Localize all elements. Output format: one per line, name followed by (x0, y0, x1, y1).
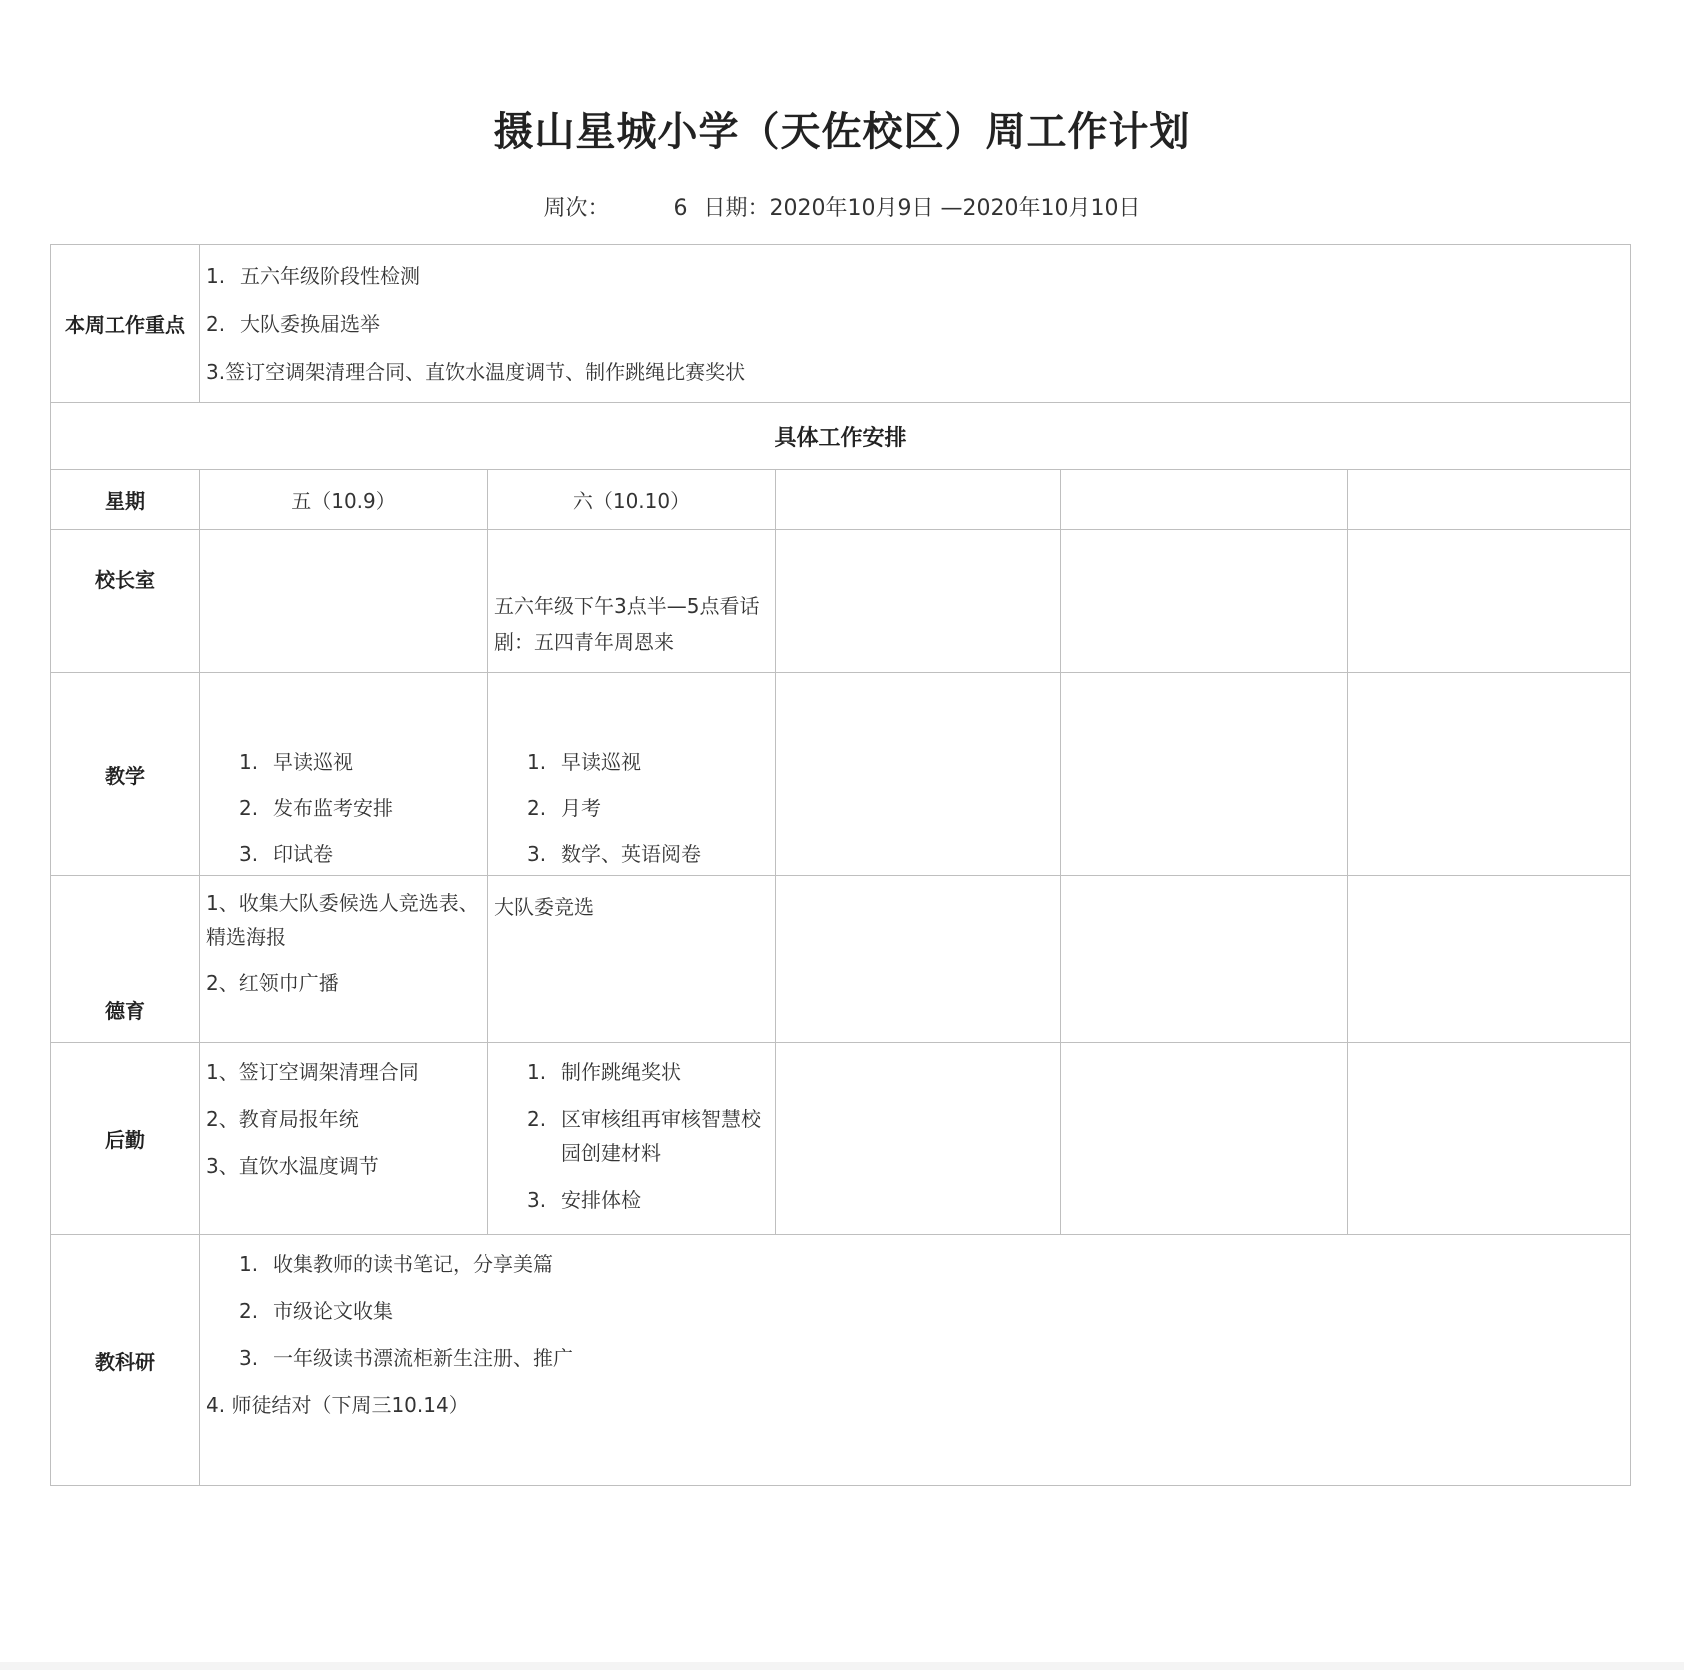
weekday-empty (1348, 470, 1631, 530)
focus-item: 2. 大队委换届选举 (206, 311, 380, 336)
empty-cell (1061, 530, 1348, 673)
principal-row (51, 530, 1631, 673)
research-list (206, 1247, 1624, 1375)
list-item: 3. 安排体检 (527, 1188, 641, 1212)
principal-saturday: 五六年级下午3点半—5点看话剧：五四青年周恩来 (488, 530, 776, 673)
focus-list (206, 259, 1624, 389)
section-header-row (51, 403, 1631, 470)
focus-content (200, 245, 1631, 403)
moral-friday (200, 876, 488, 1043)
logistics-row (51, 1043, 1631, 1235)
focus-item: 1. 五六年级阶段性检测 (206, 263, 420, 288)
empty-cell (1348, 673, 1631, 876)
weekday-friday: 五（10.9） (200, 470, 488, 530)
empty-cell (1061, 673, 1348, 876)
list-item: 2. 市级论文收集 (239, 1299, 393, 1323)
focus-item: 3.签订空调架清理合同、直饮水温度调节、制作跳绳比赛奖状 (206, 359, 746, 384)
list-item: 2、红领巾广播 (206, 971, 339, 995)
logistics-label: 后勤 (51, 1043, 200, 1235)
list-item: 1、签订空调架清理合同 (206, 1060, 419, 1084)
page-title: 摄山星城小学（天佐校区）周工作计划 (493, 109, 1191, 155)
focus-label: 本周工作重点 (51, 245, 200, 403)
logistics-friday (200, 1043, 488, 1235)
research-label: 教科研 (51, 1235, 200, 1486)
list-item: 1. 早读巡视 (527, 750, 641, 774)
teaching-saturday-list (527, 745, 769, 871)
research-row (51, 1235, 1631, 1486)
teaching-row (51, 673, 1631, 876)
teaching-friday-list (239, 745, 481, 871)
list-item: 3. 一年级读书漂流柜新生注册、推广 (239, 1346, 573, 1370)
list-item: 2. 发布监考安排 (239, 796, 393, 820)
empty-cell (776, 530, 1061, 673)
empty-cell (776, 1043, 1061, 1235)
week-date-line (0, 191, 1684, 222)
list-item: 2. 区审核组再审核智慧校园创建材料 (527, 1107, 761, 1165)
weekday-saturday: 六（10.10） (488, 470, 776, 530)
focus-row (51, 245, 1631, 403)
weekday-empty (1061, 470, 1348, 530)
moral-label: 德育 (51, 876, 200, 1043)
teaching-friday (200, 673, 488, 876)
date-range: 日期：2020年10月9日 —2020年10月10日 (703, 196, 1141, 221)
logistics-saturday (488, 1043, 776, 1235)
weekday-row (51, 470, 1631, 530)
moral-saturday: 大队委竞选 (488, 876, 776, 1043)
page-bottom-band (0, 1662, 1684, 1670)
list-item: 2、教育局报年统 (206, 1107, 359, 1131)
list-item: 3. 数学、英语阅卷 (527, 842, 701, 866)
list-item: 3. 印试卷 (239, 842, 333, 866)
principal-friday (200, 530, 488, 673)
principal-label: 校长室 (51, 530, 200, 673)
section-header: 具体工作安排 (51, 403, 1631, 470)
list-item: 4. 师徒结对（下周三10.14） (206, 1393, 469, 1417)
weekday-label: 星期 (51, 470, 200, 530)
empty-cell (776, 673, 1061, 876)
list-item: 1. 制作跳绳奖状 (527, 1060, 681, 1084)
teaching-saturday (488, 673, 776, 876)
weekly-plan-table (50, 244, 1631, 1486)
empty-cell (1061, 1043, 1348, 1235)
research-content (200, 1235, 1631, 1486)
moral-row (51, 876, 1631, 1043)
teaching-label: 教学 (51, 673, 200, 876)
empty-cell (1061, 876, 1348, 1043)
empty-cell (1348, 1043, 1631, 1235)
empty-cell (1348, 530, 1631, 673)
weekday-empty (776, 470, 1061, 530)
list-item: 3、直饮水温度调节 (206, 1154, 379, 1178)
empty-cell (1348, 876, 1631, 1043)
list-item: 1、收集大队委候选人竞选表、精选海报 (206, 891, 479, 949)
week-label: 周次： (543, 196, 610, 221)
list-item: 1. 早读巡视 (239, 750, 353, 774)
week-value: 6 (673, 196, 688, 221)
list-item: 2. 月考 (527, 796, 601, 820)
empty-cell (776, 876, 1061, 1043)
list-item: 1. 收集教师的读书笔记，分享美篇 (239, 1252, 553, 1276)
